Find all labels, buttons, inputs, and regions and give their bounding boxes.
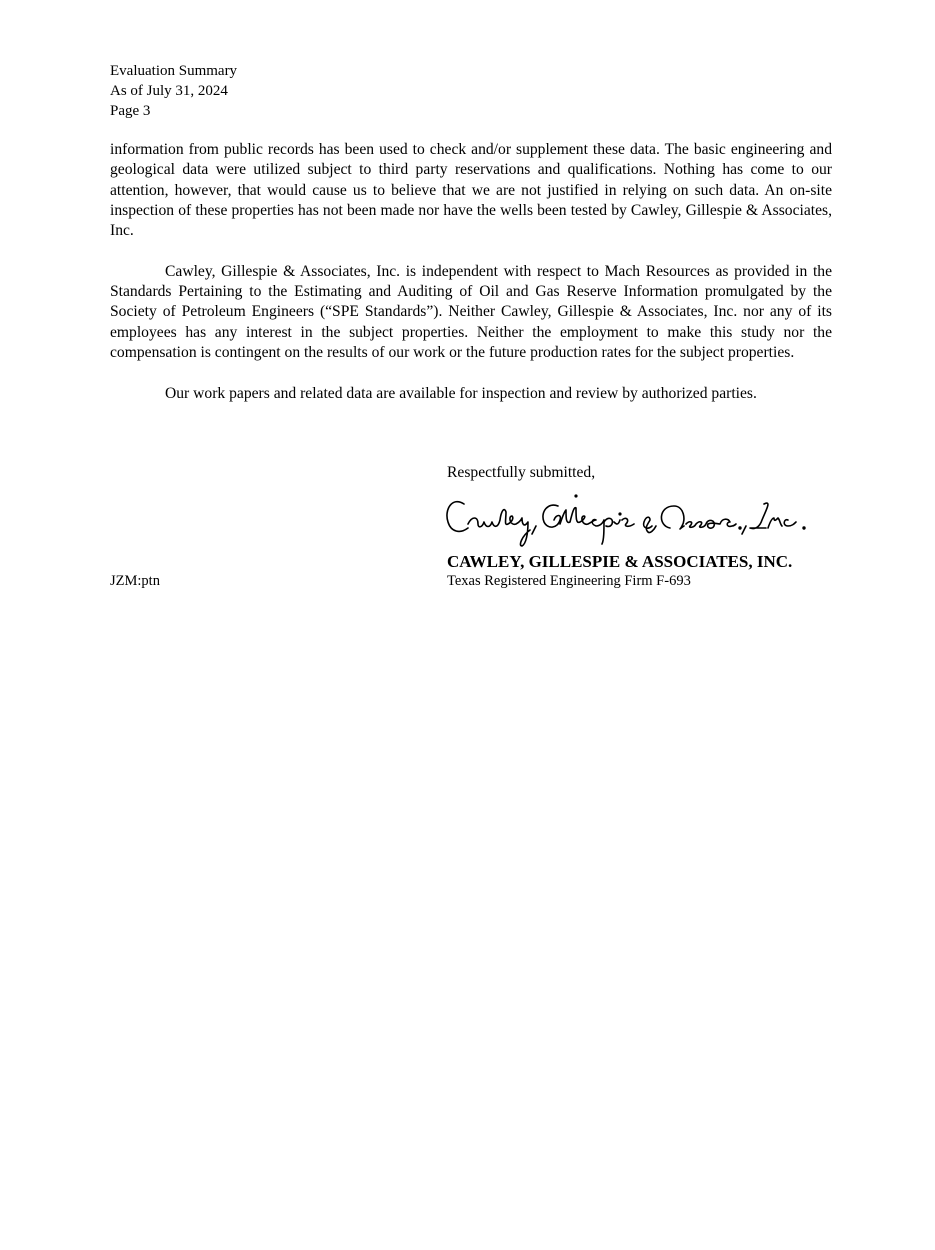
header-date: As of July 31, 2024 bbox=[110, 83, 228, 99]
closing-salutation: Respectfully submitted, bbox=[447, 464, 596, 481]
firm-registration: Texas Registered Engineering Firm F-693 bbox=[447, 573, 691, 589]
paragraph-work-papers: Our work papers and related data are available for inspection and review by authorized parties. bbox=[165, 384, 757, 402]
header-page-number: Page 3 bbox=[110, 103, 151, 119]
page-header bbox=[110, 61, 237, 121]
paragraph-data-sources: information from public records has been used to check and/or supplement these data. The basic engineering and geological data were utilized subject to third party reservations and qualifications. Nothing has come to our attention, however, that would cause us to believe that we are not justified in relying on such data. An on-site inspection of these properties has not been made nor have the wells been tested by Cawley, Gillespie & Associates, Inc. bbox=[110, 141, 832, 240]
firm-name: CAWLEY, GILLESPIE & ASSOCIATES, INC. bbox=[447, 552, 793, 571]
header-title: Evaluation Summary bbox=[110, 63, 238, 79]
body-text bbox=[110, 140, 832, 424]
paragraph-independence: Cawley, Gillespie & Associates, Inc. is independent with respect to Mach Resources as provided in the Standards Pertaining to the Estimating and Auditing of Oil and Gas Reserve Information promulgated by the Society of Petroleum Engineers (“SPE Standards”). Neither Cawley, Gillespie & Associates, Inc. nor any of its employees has any interest in the subject properties. Neither the employment to make this study nor the compensation is contingent on the results of our work or the future production rates for the subject properties. bbox=[110, 262, 832, 361]
handwritten-signature bbox=[444, 490, 814, 548]
typist-initials: JZM:ptn bbox=[110, 573, 160, 589]
